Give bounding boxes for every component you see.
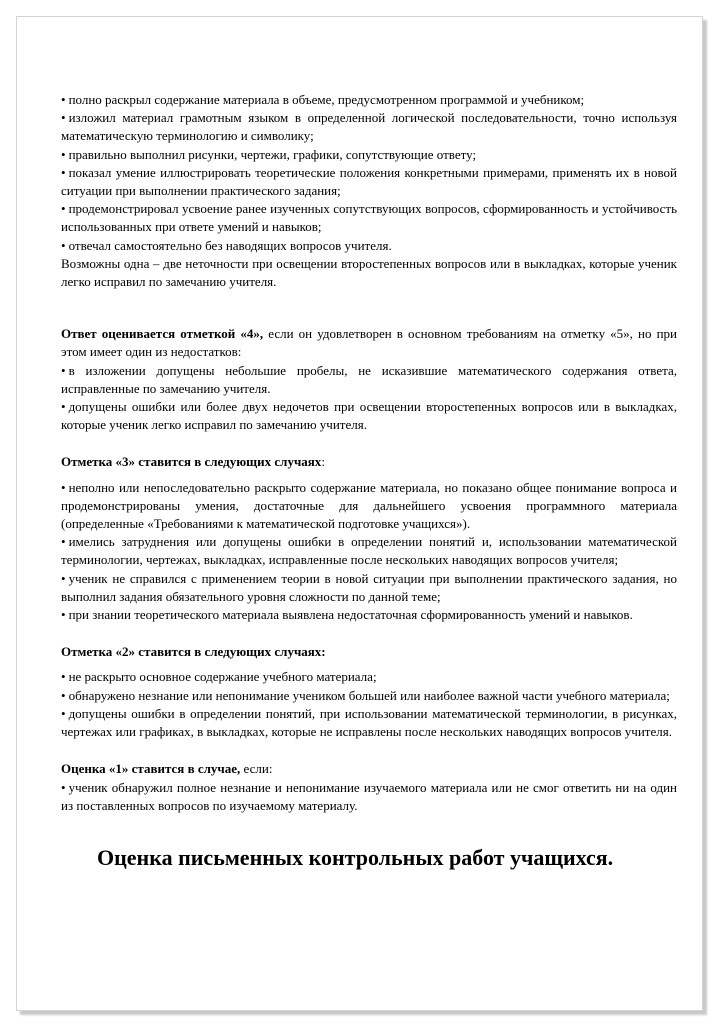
grade-2-section (61, 643, 677, 741)
bullet-icon: • (61, 399, 66, 415)
grade-4-heading: Ответ оценивается отметкой «4», если он удовлетворен в основном требованиям на отметку «5», но при этом имеет один из недостатков: (61, 326, 677, 360)
bullet-icon: • (61, 146, 66, 162)
list-item: • при знании теоретического материала выявлена недостаточная сформированность умений и навыков. (61, 607, 633, 623)
list-item: • изложил материал грамотным языком в определенной логической последовательности, точно используя математическую терминологию и символику; (61, 110, 677, 144)
grade-3-heading: Отметка «3» ставится в следующих случаях: (61, 454, 325, 470)
grade-3-section (61, 453, 677, 624)
bullet-icon: • (61, 110, 66, 126)
bullet-icon: • (61, 687, 66, 703)
document-body (61, 91, 677, 871)
list-item: • полно раскрыл содержание материала в объеме, предусмотренном программой и учебником; (61, 92, 585, 107)
bullet-icon: • (61, 705, 66, 721)
list-item: • допущены ошибки или более двух недочетов при освещении второстепенных вопросов или в выкладках, которые ученик легко исправил по замечанию учителя. (61, 399, 677, 433)
list-item: • отвечал самостоятельно без наводящих вопросов учителя. (61, 237, 392, 253)
bullet-icon: • (61, 669, 66, 685)
list-item: • имелись затруднения или допущены ошибки в определении понятий и, использовании математической терминологии, чертежах, выкладках, исправленные после нескольких наводящих вопросов учителя; (61, 534, 677, 568)
bullet-icon: • (61, 362, 66, 378)
list-item: • продемонстрировал усвоение ранее изученных сопутствующих вопросов, сформированность и устойчивость использованных при ответе умений и навыков; (61, 201, 677, 235)
bullet-icon: • (61, 92, 66, 107)
list-item: • не раскрыто основное содержание учебного материала; (61, 669, 377, 685)
list-item: • допущены ошибки в определении понятий, при использовании математической терминологии, в рисунках, чертежах или графиках, в выкладках, которые не исправлены после нескольких наводящих вопросов учителя. (61, 705, 677, 740)
grade-5-note: Возможны одна – две неточности при освещении второстепенных вопросов или в выкладках, которые ученик легко исправил по замечанию учителя. (61, 255, 677, 290)
bullet-icon: • (61, 534, 66, 550)
grade-1-section (61, 760, 677, 815)
grade-4-section (61, 325, 677, 434)
document-page (16, 16, 703, 1011)
grade-5-criteria (61, 91, 677, 291)
list-item: • в изложении допущены небольшие пробелы, не исказившие математического содержания ответа, исправленные по замечанию учителя. (61, 362, 677, 396)
list-item: • неполно или непоследовательно раскрыто содержание материала, но показано общее понимание вопроса и продемонстрированы умения, достаточные для дальнейшего усвоения программного материала (определенные «Требованиями к математической подготовке учащихся»). (61, 479, 677, 532)
section-title: Оценка письменных контрольных работ учащихся. (97, 844, 614, 870)
bullet-icon: • (61, 779, 66, 795)
list-item: • правильно выполнил рисунки, чертежи, графики, сопутствующие ответу; (61, 146, 477, 162)
bullet-icon: • (61, 479, 66, 495)
list-item: • обнаружено незнание или непонимание учеником большей или наиболее важной части учебного материала; (61, 687, 670, 703)
bullet-icon: • (61, 237, 66, 253)
bullet-icon: • (61, 570, 66, 586)
list-item: • ученик не справился с применением теории в новой ситуации при выполнении практического задания, но выполнил задания обязательного уровня сложности по данной теме; (61, 570, 677, 604)
bullet-icon: • (61, 607, 66, 623)
bullet-icon: • (61, 164, 66, 180)
grade-1-heading: Оценка «1» ставится в случае, если: (61, 761, 273, 777)
bullet-icon: • (61, 201, 66, 217)
list-item: • ученик обнаружил полное незнание и непонимание изучаемого материала или не смог ответить ни на один из поставленных вопросов по изучаемому материалу. (61, 779, 677, 813)
list-item: • показал умение иллюстрировать теоретические положения конкретными примерами, применять их в новой ситуации при выполнении практического задания; (61, 164, 677, 199)
grade-2-heading: Отметка «2» ставится в следующих случаях: (61, 644, 326, 660)
